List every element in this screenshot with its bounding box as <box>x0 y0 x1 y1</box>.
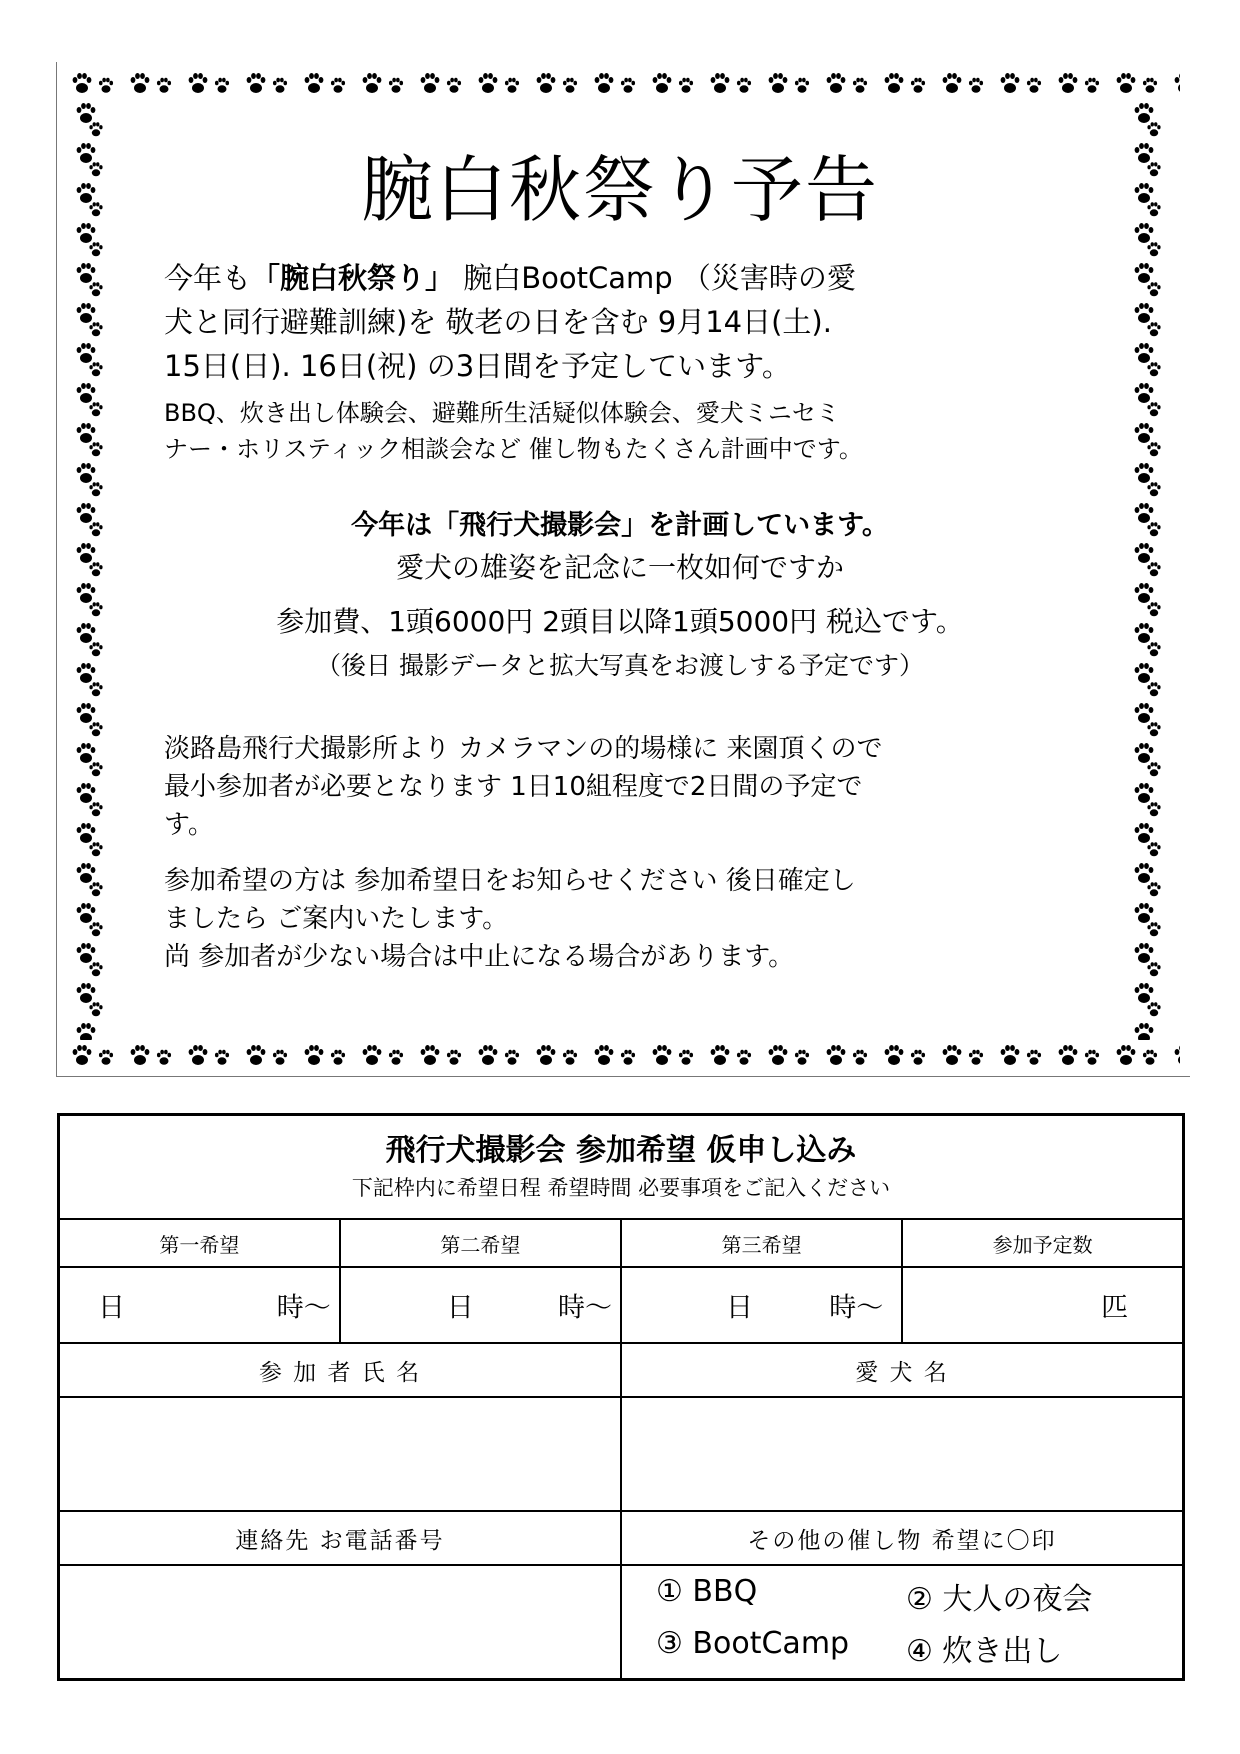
second-choice-field[interactable] <box>340 1267 621 1343</box>
dog-name-field[interactable] <box>621 1397 1184 1511</box>
day-label: 日 <box>726 1292 753 1324</box>
dog-count-field[interactable] <box>902 1267 1183 1343</box>
form-subtitle: 下記枠内に希望日程 希望時間 必要事項をご記入ください <box>351 1176 891 1200</box>
phone-field[interactable] <box>59 1565 622 1680</box>
events-line: BBQ、炊き出し体験会、避難所生活疑似体験会、愛犬ミニセミ <box>164 399 840 427</box>
participant-name-header: 参 加 者 氏 名 <box>59 1343 622 1397</box>
third-choice-field[interactable] <box>621 1267 902 1343</box>
paw-print-icon <box>70 68 1180 108</box>
first-choice-field[interactable] <box>59 1267 340 1343</box>
detail-line: 淡路島飛行犬撮影所より カメラマンの的場様に 来園頂くので <box>164 734 883 764</box>
paw-print-icon <box>72 100 122 1040</box>
third-choice-header: 第三希望 <box>621 1219 902 1267</box>
application-form <box>57 1113 1185 1681</box>
apply-line: ましたら ご案内いたします。 <box>164 904 509 934</box>
intro-paragraph <box>164 256 1064 388</box>
intro-line: 15日(日). 16日(祝) の3日間を予定しています。 <box>164 349 791 383</box>
apply-line: 尚 参加者が少ない場合は中止になる場合があります。 <box>164 942 795 972</box>
day-label: 日 <box>98 1292 125 1324</box>
count-unit: 匹 <box>1101 1292 1128 1324</box>
photo-subline: 愛犬の雄姿を記念に一枚如何ですか <box>395 551 844 584</box>
apply-paragraph <box>164 862 1064 976</box>
events-paragraph <box>164 395 1064 467</box>
form-title: 飛行犬撮影会 参加希望 仮申し込み <box>385 1133 857 1168</box>
participant-name-field[interactable] <box>59 1397 622 1511</box>
time-label: 時～ <box>558 1292 612 1324</box>
time-label: 時～ <box>276 1292 331 1324</box>
option-bootcamp[interactable]: ③ BootCamp <box>656 1626 850 1661</box>
contact-header: 連絡先 お電話番号 <box>59 1511 622 1565</box>
paw-print-icon <box>70 1040 1180 1080</box>
form-header <box>59 1115 1184 1220</box>
second-choice-header: 第二希望 <box>340 1219 621 1267</box>
other-events-header: その他の催し物 希望に〇印 <box>621 1511 1184 1565</box>
detail-line: す。 <box>164 810 214 840</box>
other-events-options <box>621 1565 1184 1680</box>
photo-headline: 今年は「飛行犬撮影会」を計画しています。 <box>351 510 889 541</box>
intro-line: 犬と同行避難訓練)を 敬老の日を含む 9月14日(土). <box>164 305 832 339</box>
detail-paragraph <box>164 730 1064 844</box>
day-label: 日 <box>446 1292 474 1324</box>
option-adult-night[interactable]: ② 大人の夜会 <box>906 1582 1093 1617</box>
apply-line: 参加希望の方は 参加希望日をお知らせください 後日確定し <box>164 866 856 896</box>
page-title: 腕白秋祭り予告 <box>360 148 879 232</box>
paw-print-icon <box>1130 100 1180 1040</box>
dog-count-header: 参加予定数 <box>902 1219 1183 1267</box>
fee-note: （後日 撮影データと拡大写真をお渡しする予定です） <box>316 651 924 680</box>
option-bbq[interactable]: ① BBQ <box>656 1574 758 1609</box>
fee-text: 参加費、1頭6000円 2頭目以降1頭5000円 税込です。 <box>276 605 964 638</box>
events-line: ナー・ホリスティック相談会など 催し物もたくさん計画中です。 <box>164 435 863 463</box>
dog-name-header: 愛 犬 名 <box>621 1343 1184 1397</box>
intro-line: 今年も「腕白秋祭り」 腕白BootCamp （災害時の愛 <box>164 261 856 295</box>
first-choice-header: 第一希望 <box>59 1219 340 1267</box>
detail-line: 最小参加者が必要となります 1日10組程度で2日間の予定で <box>164 772 863 802</box>
time-label: 時～ <box>829 1292 884 1324</box>
option-takidashi[interactable]: ④ 炊き出し <box>906 1634 1063 1669</box>
